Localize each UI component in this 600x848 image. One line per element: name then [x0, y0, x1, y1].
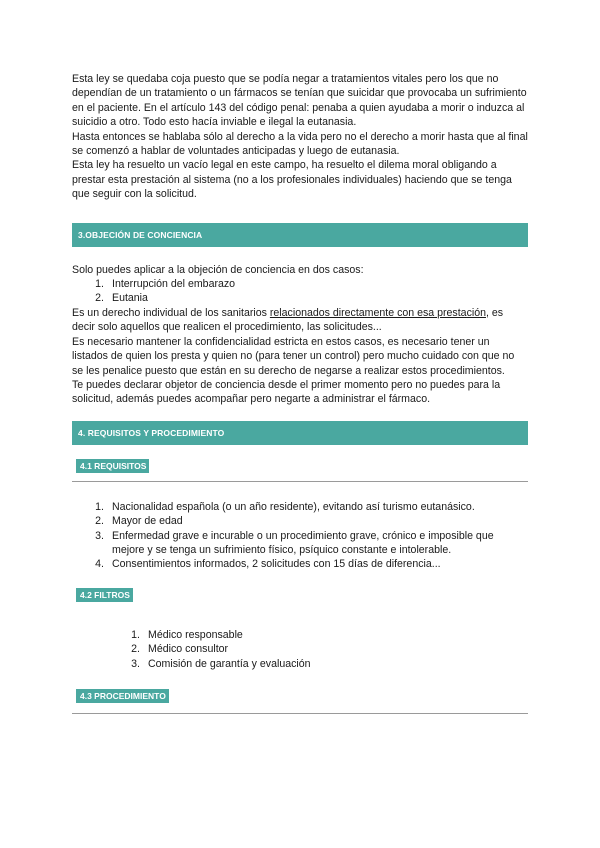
intro-paragraph-1: Esta ley se quedaba coja puesto que se podía negar a tratamientos vitales pero los que no dependían de un tratamiento o un fármacos se tenían que suicidar que provocaba un sufrimiento en el paciente. En el artículo 143 del código penal: penaba a quien ayudaba a morir o induzca al suicidio a otro. Todo esto hacía inviable e ilegal la eutanasia.	[72, 73, 527, 129]
subsection-tag: 4.2 FILTROS	[76, 588, 133, 602]
list-item: 4. Consentimientos informados, 2 solicitudes con 15 días de diferencia...	[95, 558, 441, 571]
document-page	[72, 72, 528, 714]
section-3-heading: 3.OBJECIÓN DE CONCIENCIA	[72, 223, 528, 247]
list-item: 1. Médico responsable	[131, 628, 243, 641]
list-item: 3. Comisión de garantía y evaluación	[131, 657, 311, 670]
objection-cases-list	[72, 277, 528, 306]
list-item: 1. Interrupción del embarazo	[95, 278, 236, 291]
objection-paragraph-2: Es necesario mantener la confidencialidad estricta en estos casos, es necesario tener un listados de quien los presta y quien no (para tener un control) pero mucho cuidado con que no se les penalice puesto que están en su derecho de negarse a realizar estos procedimientos.	[72, 335, 515, 377]
subsection-4-3-heading	[72, 689, 528, 714]
objection-paragraph-3: Te puedes declarar objetor de conciencia desde el primer momento pero no puedes para la solicitud, además puedes acompañar pero negarte a administrar el fármaco.	[72, 378, 501, 406]
list-item: 2. Mayor de edad	[95, 515, 183, 528]
subsection-4-1-heading	[72, 459, 528, 482]
underlined-phrase: relacionados directamente con esa prestación	[269, 306, 486, 319]
subsection-tag: 4.1 REQUISITOS	[76, 459, 149, 473]
list-item: 2. Médico consultor	[131, 643, 229, 656]
list-item: 3. Enfermedad grave e incurable o un procedimiento grave, crónico e imposible que mejore y se tenga un sufrimiento físico, psíquico constante e intolerable.	[95, 529, 494, 556]
filters-list	[72, 628, 528, 671]
subsection-tag: 4.3 PROCEDIMIENTO	[76, 689, 169, 703]
intro-paragraph-3: Esta ley ha resuelto un vacío legal en este campo, ha resuelto el dilema moral obligando a prestar esta prestación al sistema (no a los profesionales individuales) haciendo que se tenga que seguir con la solicitud.	[72, 159, 512, 201]
list-item: 2. Eutania	[95, 292, 148, 305]
requirements-list	[72, 500, 528, 572]
intro-paragraph-2: Hasta entonces se hablaba sólo al derecho a la vida pero no el derecho a morir hasta que al final se comenzó a hablar de voluntades anticipadas y luego de eutanasia.	[72, 130, 528, 158]
intro-block	[72, 72, 528, 202]
section-4-heading: 4. REQUISITOS Y PROCEDIMIENTO	[72, 421, 528, 445]
objection-paragraph-1: Es un derecho individual de los sanitarios relacionados directamente con esa prestación, es decir solo aquellos que realicen el procedimiento, las solicitudes...	[72, 306, 504, 334]
objection-lead: Solo puedes aplicar a la objeción de conciencia en dos casos:	[72, 263, 364, 276]
subsection-4-2-heading	[72, 588, 528, 602]
list-item: 1. Nacionalidad española (o un año residente), evitando así turismo eutanásico.	[95, 500, 475, 513]
